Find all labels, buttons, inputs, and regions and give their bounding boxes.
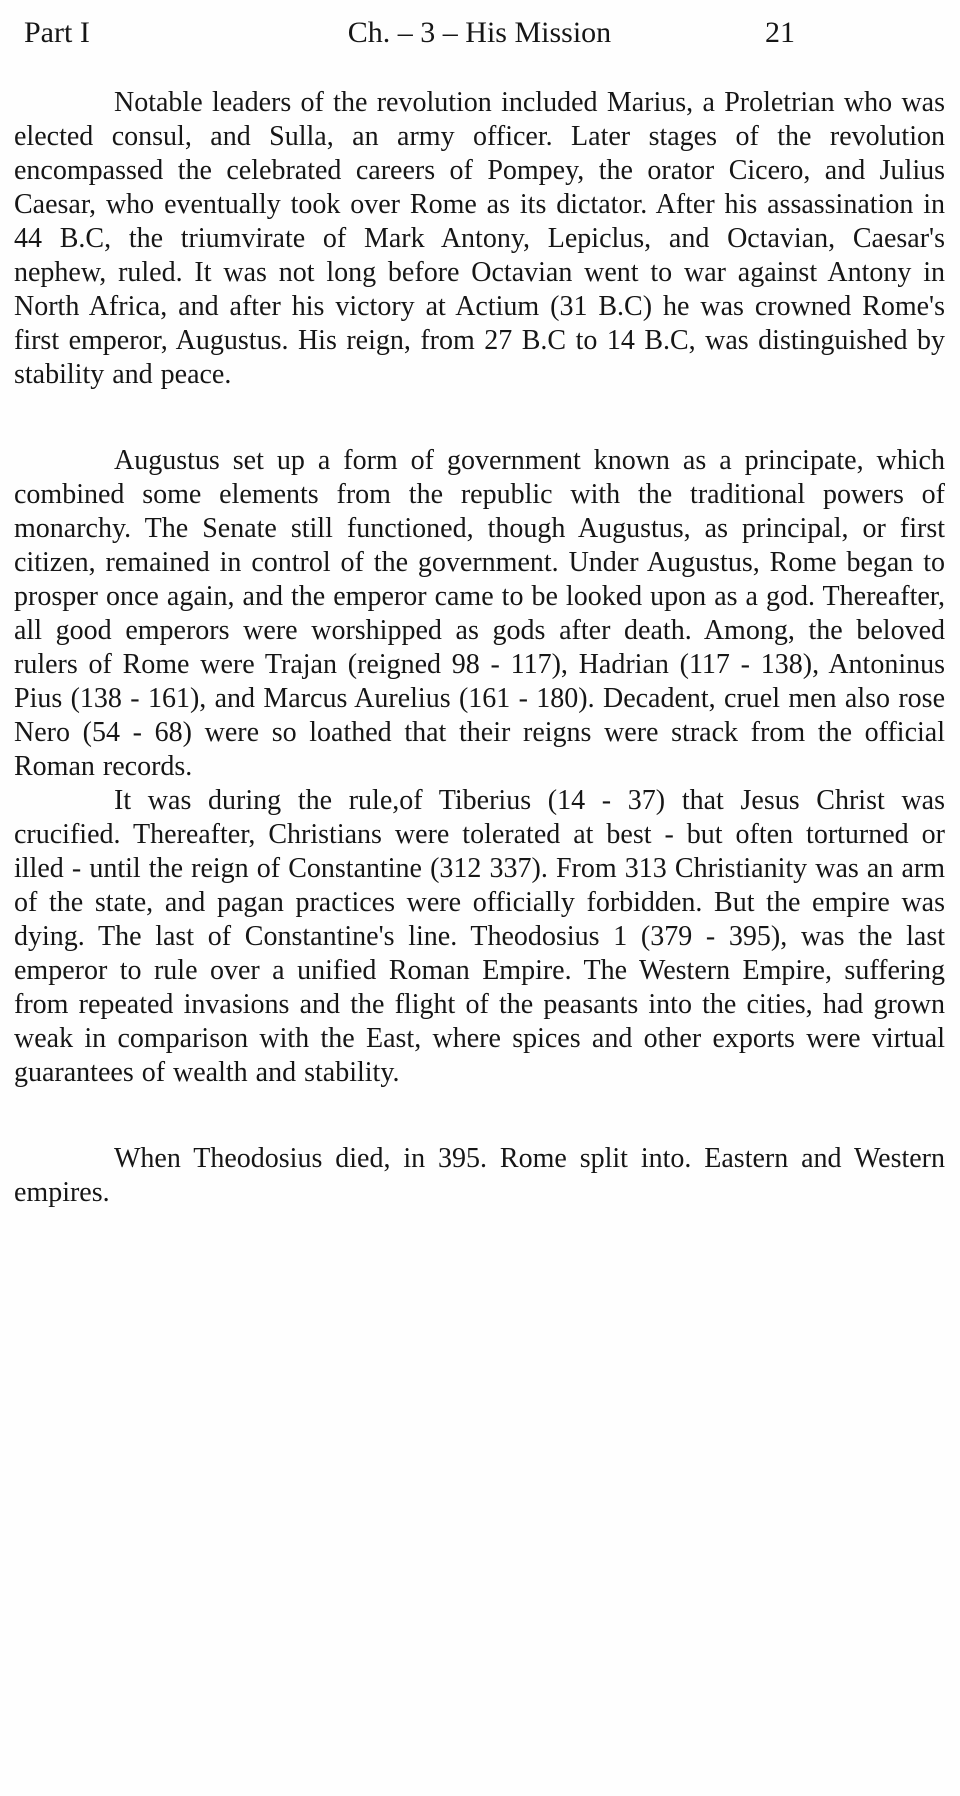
paragraph-augustus-principate: Augustus set up a form of government known as a principate, which combined some elements from the republic with the traditional powers of monarchy. The Senate still functioned, though Augustus, as principal, or first citizen, remained in control of the government. Under Augustus, Rome began to prosper once again, and the emperor came to be looked upon as a god. Thereafter, all good emperors were worshipped as gods after death. Among, the beloved rulers of Rome were Trajan (reigned 98 - 117), Hadrian (117 - 138), Antoninus Pius (138 - 161), and Marcus Aurelius (161 - 180). Decadent, cruel men also rose Nero (54 - 68) were so loathed that their reigns were strack from the official Roman records. bbox=[14, 445, 945, 782]
paragraph-tiberius-constantine: It was during the rule,of Tiberius (14 - 37) that Jesus Christ was crucified. Thereafter, Christians were tolerated at best - but often torturned or illed - until the reign of Constantine (312 337). From 313 Christianity was an arm of the state, and pagan practices were officially forbidden. But the empire was dying. The last of Constantine's line. Theodosius 1 (379 - 395), was the last emperor to rule over a unified Roman Empire. The Western Empire, suffering from repeated invasions and the flight of the peasants into the cities, had grown weak in comparison with the East, where spices and other exports were virtual guarantees of wealth and stability. bbox=[14, 785, 945, 1088]
page-header bbox=[14, 16, 945, 50]
paragraph-revolution-leaders: Notable leaders of the revolution included Marius, a Proletrian who was elected consul, and Sulla, an army officer. Later stages of the revolution encompassed the celebrated careers of Pompey, the orator Cicero, and Julius Caesar, who eventually took over Rome as its dictator. After his assassination in 44 B.C, the triumvirate of Mark Antony, Lepiclus, and Octavian, Caesar's nephew, ruled. It was not long before Octavian went to war against Antony in North Africa, and after his victory at Actium (31 B.C) he was crowned Rome's first emperor, Augustus. His reign, from 27 B.C to 14 B.C, was distinguished by stability and peace. bbox=[14, 87, 945, 390]
header-page-number: 21 bbox=[765, 16, 795, 49]
paragraph-theodosius-split: When Theodosius died, in 395. Rome split into. Eastern and Western empires. bbox=[14, 1143, 945, 1208]
header-part-label: Part I bbox=[24, 16, 90, 49]
header-chapter-title: Ch. – 3 – His Mission bbox=[347, 16, 612, 49]
